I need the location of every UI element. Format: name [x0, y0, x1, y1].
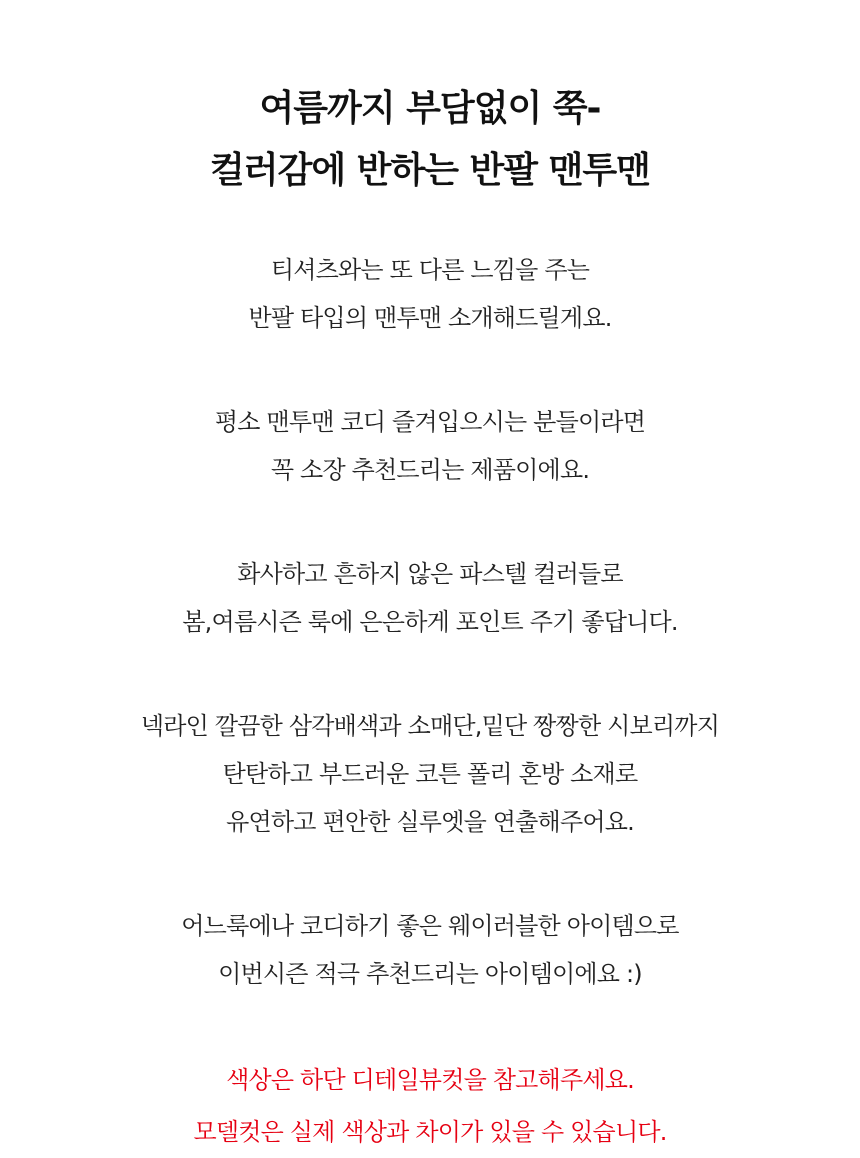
paragraph-colors — [0, 550, 860, 646]
notice-line: 색상은 하단 디테일뷰컷을 참고해주세요. — [226, 1066, 634, 1094]
paragraph-line: 봄,여름시즌 룩에 은은하게 포인트 주기 좋답니다. — [182, 608, 678, 636]
paragraph-intro — [0, 246, 860, 342]
paragraph-line: 반팔 타입의 맨투맨 소개해드릴게요. — [248, 304, 612, 332]
headline-line-2: 컬러감에 반하는 반팔 맨투맨 — [210, 150, 650, 191]
notice-line: 모델컷은 실제 색상과 차이가 있을 수 있습니다. — [193, 1118, 667, 1146]
paragraph-line: 화사하고 흔하지 않은 파스텔 컬러들로 — [237, 560, 623, 588]
paragraph-recommend — [0, 398, 860, 494]
headline — [0, 78, 860, 202]
description-body — [0, 246, 860, 1158]
paragraph-line: 티셔츠와는 또 다른 느낌을 주는 — [270, 256, 590, 284]
paragraph-line: 꼭 소장 추천드리는 제품이에요. — [270, 456, 590, 484]
paragraph-line: 이번시즌 적극 추천드리는 아이템이에요 :) — [218, 960, 642, 988]
headline-line-1: 여름까지 부담없이 쭉- — [259, 88, 601, 129]
paragraph-line: 탄탄하고 부드러운 코튼 폴리 혼방 소재로 — [222, 760, 638, 788]
paragraph-line: 어느룩에나 코디하기 좋은 웨이러블한 아이템으로 — [181, 912, 679, 940]
paragraph-material — [0, 702, 860, 846]
paragraph-line: 유연하고 편안한 실루엣을 연출해주어요. — [226, 808, 634, 836]
paragraph-line: 평소 맨투맨 코디 즐겨입으시는 분들이라면 — [214, 408, 646, 436]
paragraph-line: 넥라인 깔끔한 삼각배색과 소매단,밑단 짱짱한 시보리까지 — [140, 712, 720, 740]
paragraph-wearable — [0, 902, 860, 998]
color-notice — [0, 1054, 860, 1158]
